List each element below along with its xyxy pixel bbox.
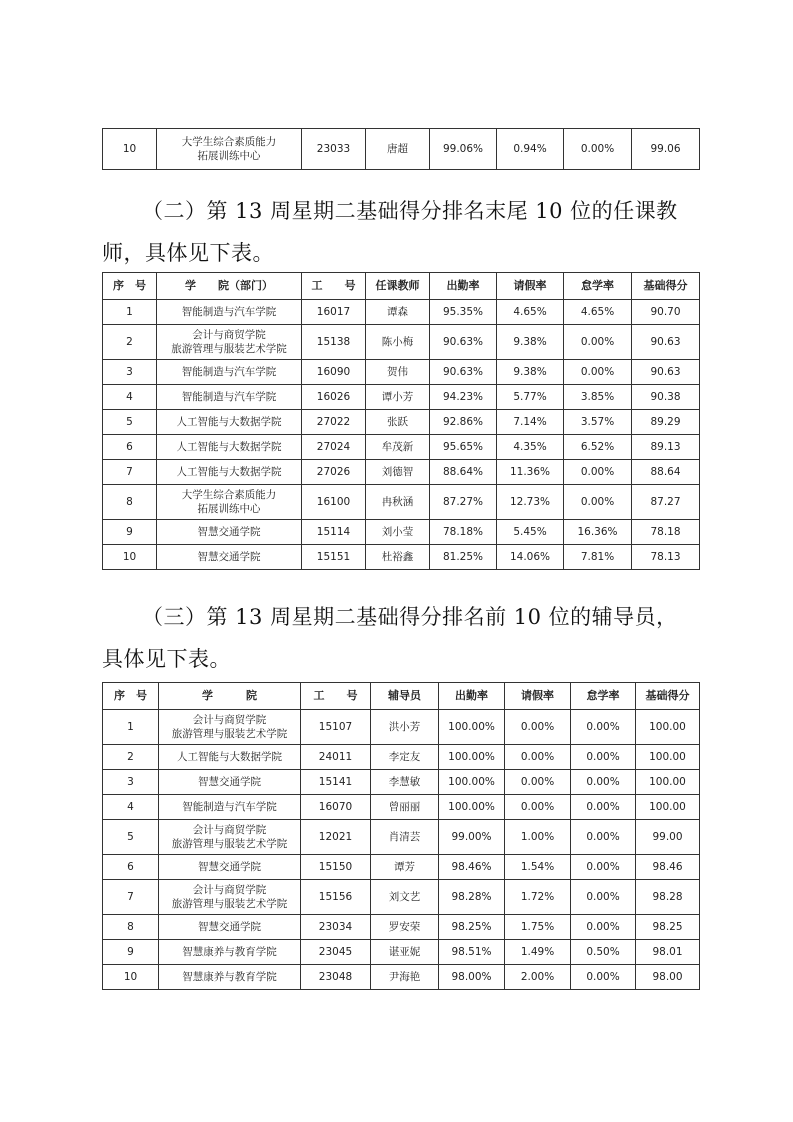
cell-college: 智能制造与汽车学院 <box>157 385 302 410</box>
cell-base-score: 98.46 <box>636 855 700 880</box>
header-leave-rate: 请假率 <box>505 683 571 710</box>
cell-index: 6 <box>103 435 157 460</box>
cell-attendance-rate: 78.18% <box>430 520 497 545</box>
cell-base-score: 87.27 <box>632 485 700 520</box>
cell-index: 9 <box>103 520 157 545</box>
cell-name: 罗安荣 <box>371 915 439 940</box>
cell-staff-id: 16090 <box>302 360 366 385</box>
cell-index: 7 <box>103 460 157 485</box>
table-row <box>103 435 700 460</box>
cell-attendance-rate: 92.86% <box>430 410 497 435</box>
header-base-score: 基础得分 <box>636 683 700 710</box>
cell-index: 1 <box>103 710 159 745</box>
table-row <box>103 965 700 990</box>
cell-staff-id: 24011 <box>301 745 371 770</box>
cell-base-score: 99.06 <box>632 129 700 170</box>
table-row <box>103 820 700 855</box>
cell-truancy-rate: 0.00% <box>571 880 636 915</box>
cell-name: 李慧敏 <box>371 770 439 795</box>
cell-college: 人工智能与大数据学院 <box>157 410 302 435</box>
cell-base-score: 100.00 <box>636 710 700 745</box>
cell-truancy-rate: 0.00% <box>564 325 632 360</box>
cell-truancy-rate: 0.00% <box>571 915 636 940</box>
cell-name: 曾丽丽 <box>371 795 439 820</box>
table-row <box>103 940 700 965</box>
cell-college: 智慧交通学院 <box>157 520 302 545</box>
cell-college: 会计与商贸学院 旅游管理与服装艺术学院 <box>157 325 302 360</box>
cell-leave-rate: 7.14% <box>497 410 564 435</box>
cell-index: 9 <box>103 940 159 965</box>
cell-index: 8 <box>103 915 159 940</box>
cell-base-score: 90.63 <box>632 325 700 360</box>
cell-base-score: 98.01 <box>636 940 700 965</box>
cell-name: 刘文艺 <box>371 880 439 915</box>
cell-college: 会计与商贸学院 旅游管理与服装艺术学院 <box>159 710 301 745</box>
cell-name: 张跃 <box>366 410 430 435</box>
cell-attendance-rate: 98.28% <box>439 880 505 915</box>
cell-college: 智慧交通学院 <box>159 915 301 940</box>
cell-attendance-rate: 87.27% <box>430 485 497 520</box>
cell-leave-rate: 1.49% <box>505 940 571 965</box>
cell-college: 智慧交通学院 <box>159 770 301 795</box>
header-index: 序 号 <box>103 273 157 300</box>
cell-attendance-rate: 100.00% <box>439 795 505 820</box>
cell-index: 5 <box>103 410 157 435</box>
cell-attendance-rate: 88.64% <box>430 460 497 485</box>
cell-staff-id: 23048 <box>301 965 371 990</box>
cell-staff-id: 16017 <box>302 300 366 325</box>
header-college: 学 院 <box>159 683 301 710</box>
table-row <box>103 880 700 915</box>
cell-name: 肖清芸 <box>371 820 439 855</box>
cell-truancy-rate: 0.00% <box>571 770 636 795</box>
cell-attendance-rate: 98.51% <box>439 940 505 965</box>
teacher-table <box>102 272 700 570</box>
cell-truancy-rate: 0.50% <box>571 940 636 965</box>
cell-truancy-rate: 0.00% <box>571 820 636 855</box>
header-base-score: 基础得分 <box>632 273 700 300</box>
section2-heading: （二）第 13 周星期二基础得分排名末尾 10 位的任课教师，具体见下表。 <box>102 199 678 265</box>
cell-name: 刘德智 <box>366 460 430 485</box>
table-row <box>103 460 700 485</box>
cell-name: 谭芳 <box>371 855 439 880</box>
cell-attendance-rate: 98.00% <box>439 965 505 990</box>
cell-index: 5 <box>103 820 159 855</box>
cell-truancy-rate: 6.52% <box>564 435 632 460</box>
cell-base-score: 100.00 <box>636 770 700 795</box>
table-row <box>103 915 700 940</box>
cell-attendance-rate: 100.00% <box>439 745 505 770</box>
cell-index: 10 <box>103 545 157 570</box>
header-attendance-rate: 出勤率 <box>430 273 497 300</box>
cell-college: 智能制造与汽车学院 <box>159 795 301 820</box>
cell-college: 人工智能与大数据学院 <box>157 435 302 460</box>
table-row <box>103 325 700 360</box>
cell-college: 智慧交通学院 <box>159 855 301 880</box>
header-staff-id: 工 号 <box>302 273 366 300</box>
cell-truancy-rate: 16.36% <box>564 520 632 545</box>
cell-leave-rate: 0.00% <box>505 745 571 770</box>
table-row <box>103 410 700 435</box>
cell-index: 8 <box>103 485 157 520</box>
cell-attendance-rate: 94.23% <box>430 385 497 410</box>
cell-base-score: 90.38 <box>632 385 700 410</box>
header-truancy-rate: 怠学率 <box>564 273 632 300</box>
cell-leave-rate: 0.00% <box>505 795 571 820</box>
cell-base-score: 99.00 <box>636 820 700 855</box>
cell-staff-id: 15114 <box>302 520 366 545</box>
header-name: 任课教师 <box>366 273 430 300</box>
cell-name: 洪小芳 <box>371 710 439 745</box>
cell-index: 1 <box>103 300 157 325</box>
top-table <box>102 128 700 170</box>
table-row <box>103 770 700 795</box>
cell-truancy-rate: 4.65% <box>564 300 632 325</box>
cell-base-score: 89.13 <box>632 435 700 460</box>
cell-base-score: 88.64 <box>632 460 700 485</box>
cell-name: 谌亚妮 <box>371 940 439 965</box>
cell-staff-id: 15141 <box>301 770 371 795</box>
cell-truancy-rate: 3.85% <box>564 385 632 410</box>
cell-index: 10 <box>103 965 159 990</box>
counselor-table <box>102 682 700 990</box>
cell-leave-rate: 0.00% <box>505 770 571 795</box>
cell-name: 唐超 <box>366 129 430 170</box>
table-header-row <box>103 273 700 300</box>
cell-index: 2 <box>103 325 157 360</box>
table-row <box>103 545 700 570</box>
table-row <box>103 485 700 520</box>
table-header-row <box>103 683 700 710</box>
cell-leave-rate: 1.00% <box>505 820 571 855</box>
cell-index: 4 <box>103 385 157 410</box>
cell-base-score: 100.00 <box>636 795 700 820</box>
header-name: 辅导员 <box>371 683 439 710</box>
cell-name: 刘小莹 <box>366 520 430 545</box>
cell-attendance-rate: 95.35% <box>430 300 497 325</box>
cell-base-score: 98.25 <box>636 915 700 940</box>
cell-base-score: 90.63 <box>632 360 700 385</box>
cell-college: 智能制造与汽车学院 <box>157 300 302 325</box>
cell-college: 智慧交通学院 <box>157 545 302 570</box>
header-college: 学 院（部门） <box>157 273 302 300</box>
cell-staff-id: 27026 <box>302 460 366 485</box>
cell-base-score: 98.28 <box>636 880 700 915</box>
table-row <box>103 745 700 770</box>
cell-staff-id: 23034 <box>301 915 371 940</box>
cell-leave-rate: 4.35% <box>497 435 564 460</box>
table-row <box>103 300 700 325</box>
cell-staff-id: 23033 <box>302 129 366 170</box>
cell-base-score: 100.00 <box>636 745 700 770</box>
cell-base-score: 89.29 <box>632 410 700 435</box>
cell-truancy-rate: 0.00% <box>564 460 632 485</box>
cell-leave-rate: 14.06% <box>497 545 564 570</box>
cell-staff-id: 15156 <box>301 880 371 915</box>
cell-name: 杜裕鑫 <box>366 545 430 570</box>
cell-index: 6 <box>103 855 159 880</box>
cell-truancy-rate: 0.00% <box>564 485 632 520</box>
header-index: 序 号 <box>103 683 159 710</box>
cell-college: 人工智能与大数据学院 <box>157 460 302 485</box>
cell-truancy-rate: 0.00% <box>564 360 632 385</box>
cell-leave-rate: 4.65% <box>497 300 564 325</box>
cell-college: 智慧康养与教育学院 <box>159 965 301 990</box>
cell-name: 冉秋涵 <box>366 485 430 520</box>
cell-truancy-rate: 0.00% <box>571 745 636 770</box>
cell-college: 大学生综合素质能力 拓展训练中心 <box>157 485 302 520</box>
cell-name: 李定友 <box>371 745 439 770</box>
cell-college: 人工智能与大数据学院 <box>159 745 301 770</box>
header-attendance-rate: 出勤率 <box>439 683 505 710</box>
cell-staff-id: 12021 <box>301 820 371 855</box>
cell-staff-id: 15107 <box>301 710 371 745</box>
cell-leave-rate: 12.73% <box>497 485 564 520</box>
cell-attendance-rate: 100.00% <box>439 770 505 795</box>
cell-truancy-rate: 0.00% <box>571 965 636 990</box>
cell-leave-rate: 0.00% <box>505 710 571 745</box>
table-row <box>103 385 700 410</box>
cell-leave-rate: 5.45% <box>497 520 564 545</box>
cell-staff-id: 16070 <box>301 795 371 820</box>
cell-leave-rate: 1.54% <box>505 855 571 880</box>
cell-staff-id: 27022 <box>302 410 366 435</box>
cell-college: 智慧康养与教育学院 <box>159 940 301 965</box>
cell-attendance-rate: 100.00% <box>439 710 505 745</box>
section3-heading: （三）第 13 周星期二基础得分排名前 10 位的辅导员，具体见下表。 <box>102 605 678 671</box>
cell-name: 谭小芳 <box>366 385 430 410</box>
cell-leave-rate: 11.36% <box>497 460 564 485</box>
header-staff-id: 工 号 <box>301 683 371 710</box>
cell-truancy-rate: 0.00% <box>571 710 636 745</box>
cell-base-score: 90.70 <box>632 300 700 325</box>
cell-leave-rate: 2.00% <box>505 965 571 990</box>
cell-attendance-rate: 98.46% <box>439 855 505 880</box>
cell-name: 陈小梅 <box>366 325 430 360</box>
table-row <box>103 710 700 745</box>
cell-truancy-rate: 0.00% <box>564 129 632 170</box>
cell-college: 会计与商贸学院 旅游管理与服装艺术学院 <box>159 880 301 915</box>
cell-truancy-rate: 7.81% <box>564 545 632 570</box>
header-leave-rate: 请假率 <box>497 273 564 300</box>
cell-base-score: 78.13 <box>632 545 700 570</box>
cell-leave-rate: 1.72% <box>505 880 571 915</box>
cell-name: 谭森 <box>366 300 430 325</box>
cell-index: 4 <box>103 795 159 820</box>
cell-attendance-rate: 99.00% <box>439 820 505 855</box>
cell-truancy-rate: 3.57% <box>564 410 632 435</box>
cell-index: 2 <box>103 745 159 770</box>
cell-leave-rate: 9.38% <box>497 325 564 360</box>
cell-staff-id: 23045 <box>301 940 371 965</box>
cell-attendance-rate: 90.63% <box>430 360 497 385</box>
cell-attendance-rate: 99.06% <box>430 129 497 170</box>
cell-name: 尹海艳 <box>371 965 439 990</box>
cell-truancy-rate: 0.00% <box>571 795 636 820</box>
cell-leave-rate: 1.75% <box>505 915 571 940</box>
cell-attendance-rate: 98.25% <box>439 915 505 940</box>
table-row <box>103 795 700 820</box>
cell-staff-id: 16100 <box>302 485 366 520</box>
table-row <box>103 360 700 385</box>
cell-staff-id: 27024 <box>302 435 366 460</box>
cell-leave-rate: 0.94% <box>497 129 564 170</box>
cell-staff-id: 15138 <box>302 325 366 360</box>
cell-name: 贺伟 <box>366 360 430 385</box>
cell-index: 7 <box>103 880 159 915</box>
table-row <box>103 855 700 880</box>
cell-college: 大学生综合素质能力 拓展训练中心 <box>157 129 302 170</box>
cell-leave-rate: 5.77% <box>497 385 564 410</box>
cell-leave-rate: 9.38% <box>497 360 564 385</box>
cell-college: 会计与商贸学院 旅游管理与服装艺术学院 <box>159 820 301 855</box>
table-row <box>103 129 700 170</box>
cell-base-score: 98.00 <box>636 965 700 990</box>
cell-index: 10 <box>103 129 157 170</box>
header-truancy-rate: 怠学率 <box>571 683 636 710</box>
cell-attendance-rate: 90.63% <box>430 325 497 360</box>
cell-attendance-rate: 81.25% <box>430 545 497 570</box>
cell-index: 3 <box>103 360 157 385</box>
cell-staff-id: 16026 <box>302 385 366 410</box>
cell-name: 牟茂新 <box>366 435 430 460</box>
cell-staff-id: 15151 <box>302 545 366 570</box>
cell-index: 3 <box>103 770 159 795</box>
cell-truancy-rate: 0.00% <box>571 855 636 880</box>
cell-staff-id: 15150 <box>301 855 371 880</box>
cell-attendance-rate: 95.65% <box>430 435 497 460</box>
cell-college: 智能制造与汽车学院 <box>157 360 302 385</box>
cell-base-score: 78.18 <box>632 520 700 545</box>
table-row <box>103 520 700 545</box>
